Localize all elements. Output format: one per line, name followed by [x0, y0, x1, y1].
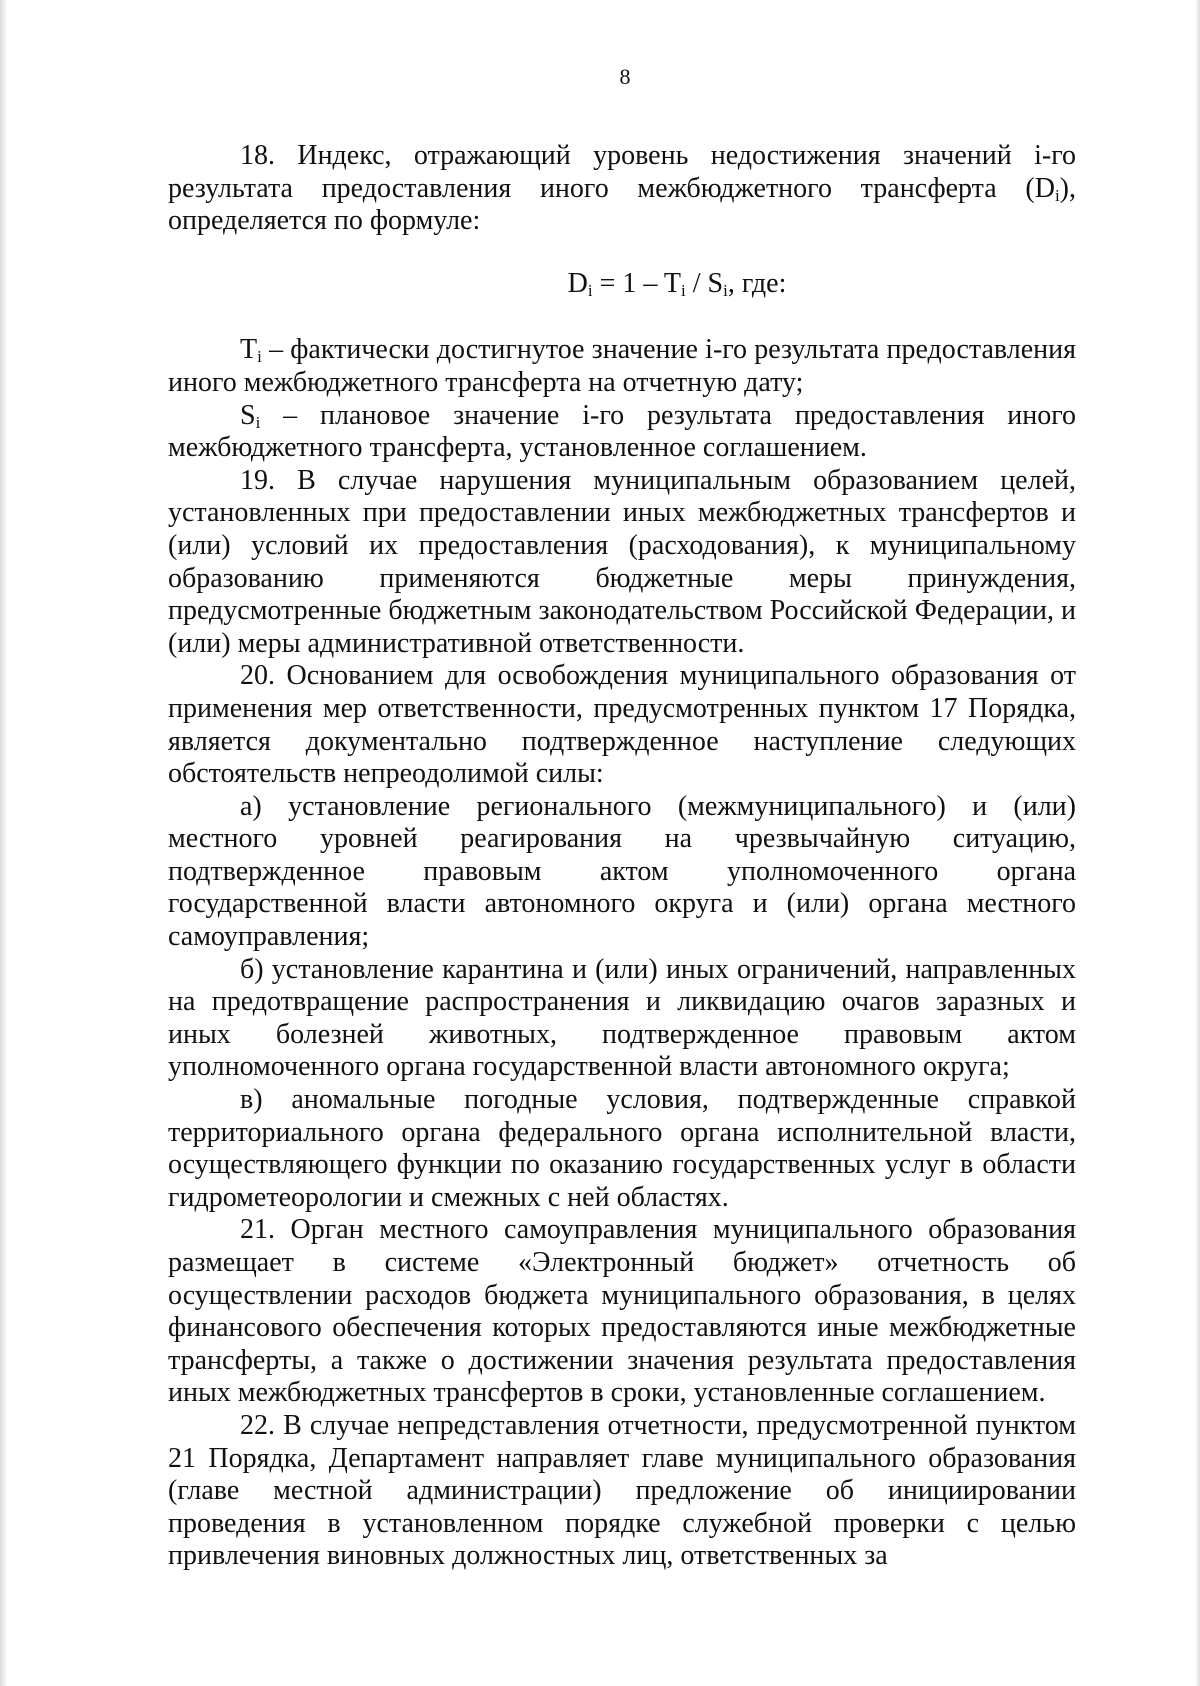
definition-t: $T_i$ – фактически достигнутое значение i-го результата предоставления иного межбюджетного трансферта на отчетную дату; [168, 334, 1076, 398]
page-number: 8 [619, 64, 631, 89]
paragraph-20-a: а) установление регионального (межмуниципального) и (или) местного уровней реагирования на чрезвычайную ситуацию, подтвержденное правовым актом уполномоченного органа государственной власти автономного округа и (или) органа местного самоуправления; [168, 790, 1076, 953]
paragraph-22: 22. В случае непредставления отчетности, предусмотренной пунктом 21 Порядка, Департамент направляет главе муниципального образования (главе местной администрации) предложение об инициировании проведения в установленном порядке служебной проверки с целью привлечения виновных должностных лиц, ответственных за [168, 1409, 1076, 1572]
scan-edge-left [0, 0, 7, 1686]
definition-s: $S_i$ – плановое значение i-го результата предоставления иного межбюджетного трансферта, установленное соглашением. [168, 399, 1076, 464]
paragraph-20-b: б) установление карантина и (или) иных ограничений, направленных на предотвращение распространения и ликвидацию очагов заразных и иных болезней животных, подтвержденное правовым актом уполномоченного органа государственной власти автономного округа; [168, 953, 1076, 1083]
paragraph-20: 20. Основанием для освобождения муниципального образования от применения мер ответственности, предусмотренных пунктом 17 Порядка, является документально подтвержденное наступление следующих обстоятельств непреодолимой силы: [168, 660, 1076, 790]
document-body [168, 140, 1076, 1573]
paragraph-18: 18. Индекс, отражающий уровень недостижения значений i-го результата предоставления иного межбюджетного трансферта $(D_i)$, определяется по формуле: [168, 140, 1076, 237]
paragraph-21: 21. Орган местного самоуправления муниципального образования размещает в системе «Электронный бюджет» отчетность об осуществлении расходов бюджета муниципального образования, в целях финансового обеспечения которых предоставляются иные межбюджетные трансферты, а также о достижении значения результата предоставления иных межбюджетных трансфертов в сроки, установленные соглашением. [168, 1214, 1076, 1409]
paragraph-20-c: в) аномальные погодные условия, подтвержденные справкой территориального органа федерального органа исполнительной власти, осуществляющего функции по оказанию государственных услуг в области гидрометеорологии и смежных с ней областях. [168, 1084, 1076, 1213]
paragraph-19: 19. В случае нарушения муниципальным образованием целей, установленных при предоставлении иных межбюджетных трансфертов и (или) условий их предоставления (расходования), к муниципальному образованию применяются бюджетные меры принуждения, предусмотренные бюджетным законодательством Российской Федерации, и (или) меры административной ответственности. [168, 464, 1076, 659]
formula: $D_i = 1 - T_i / S_i$, где: [567, 267, 787, 300]
scan-edge-right [1195, 0, 1200, 1686]
